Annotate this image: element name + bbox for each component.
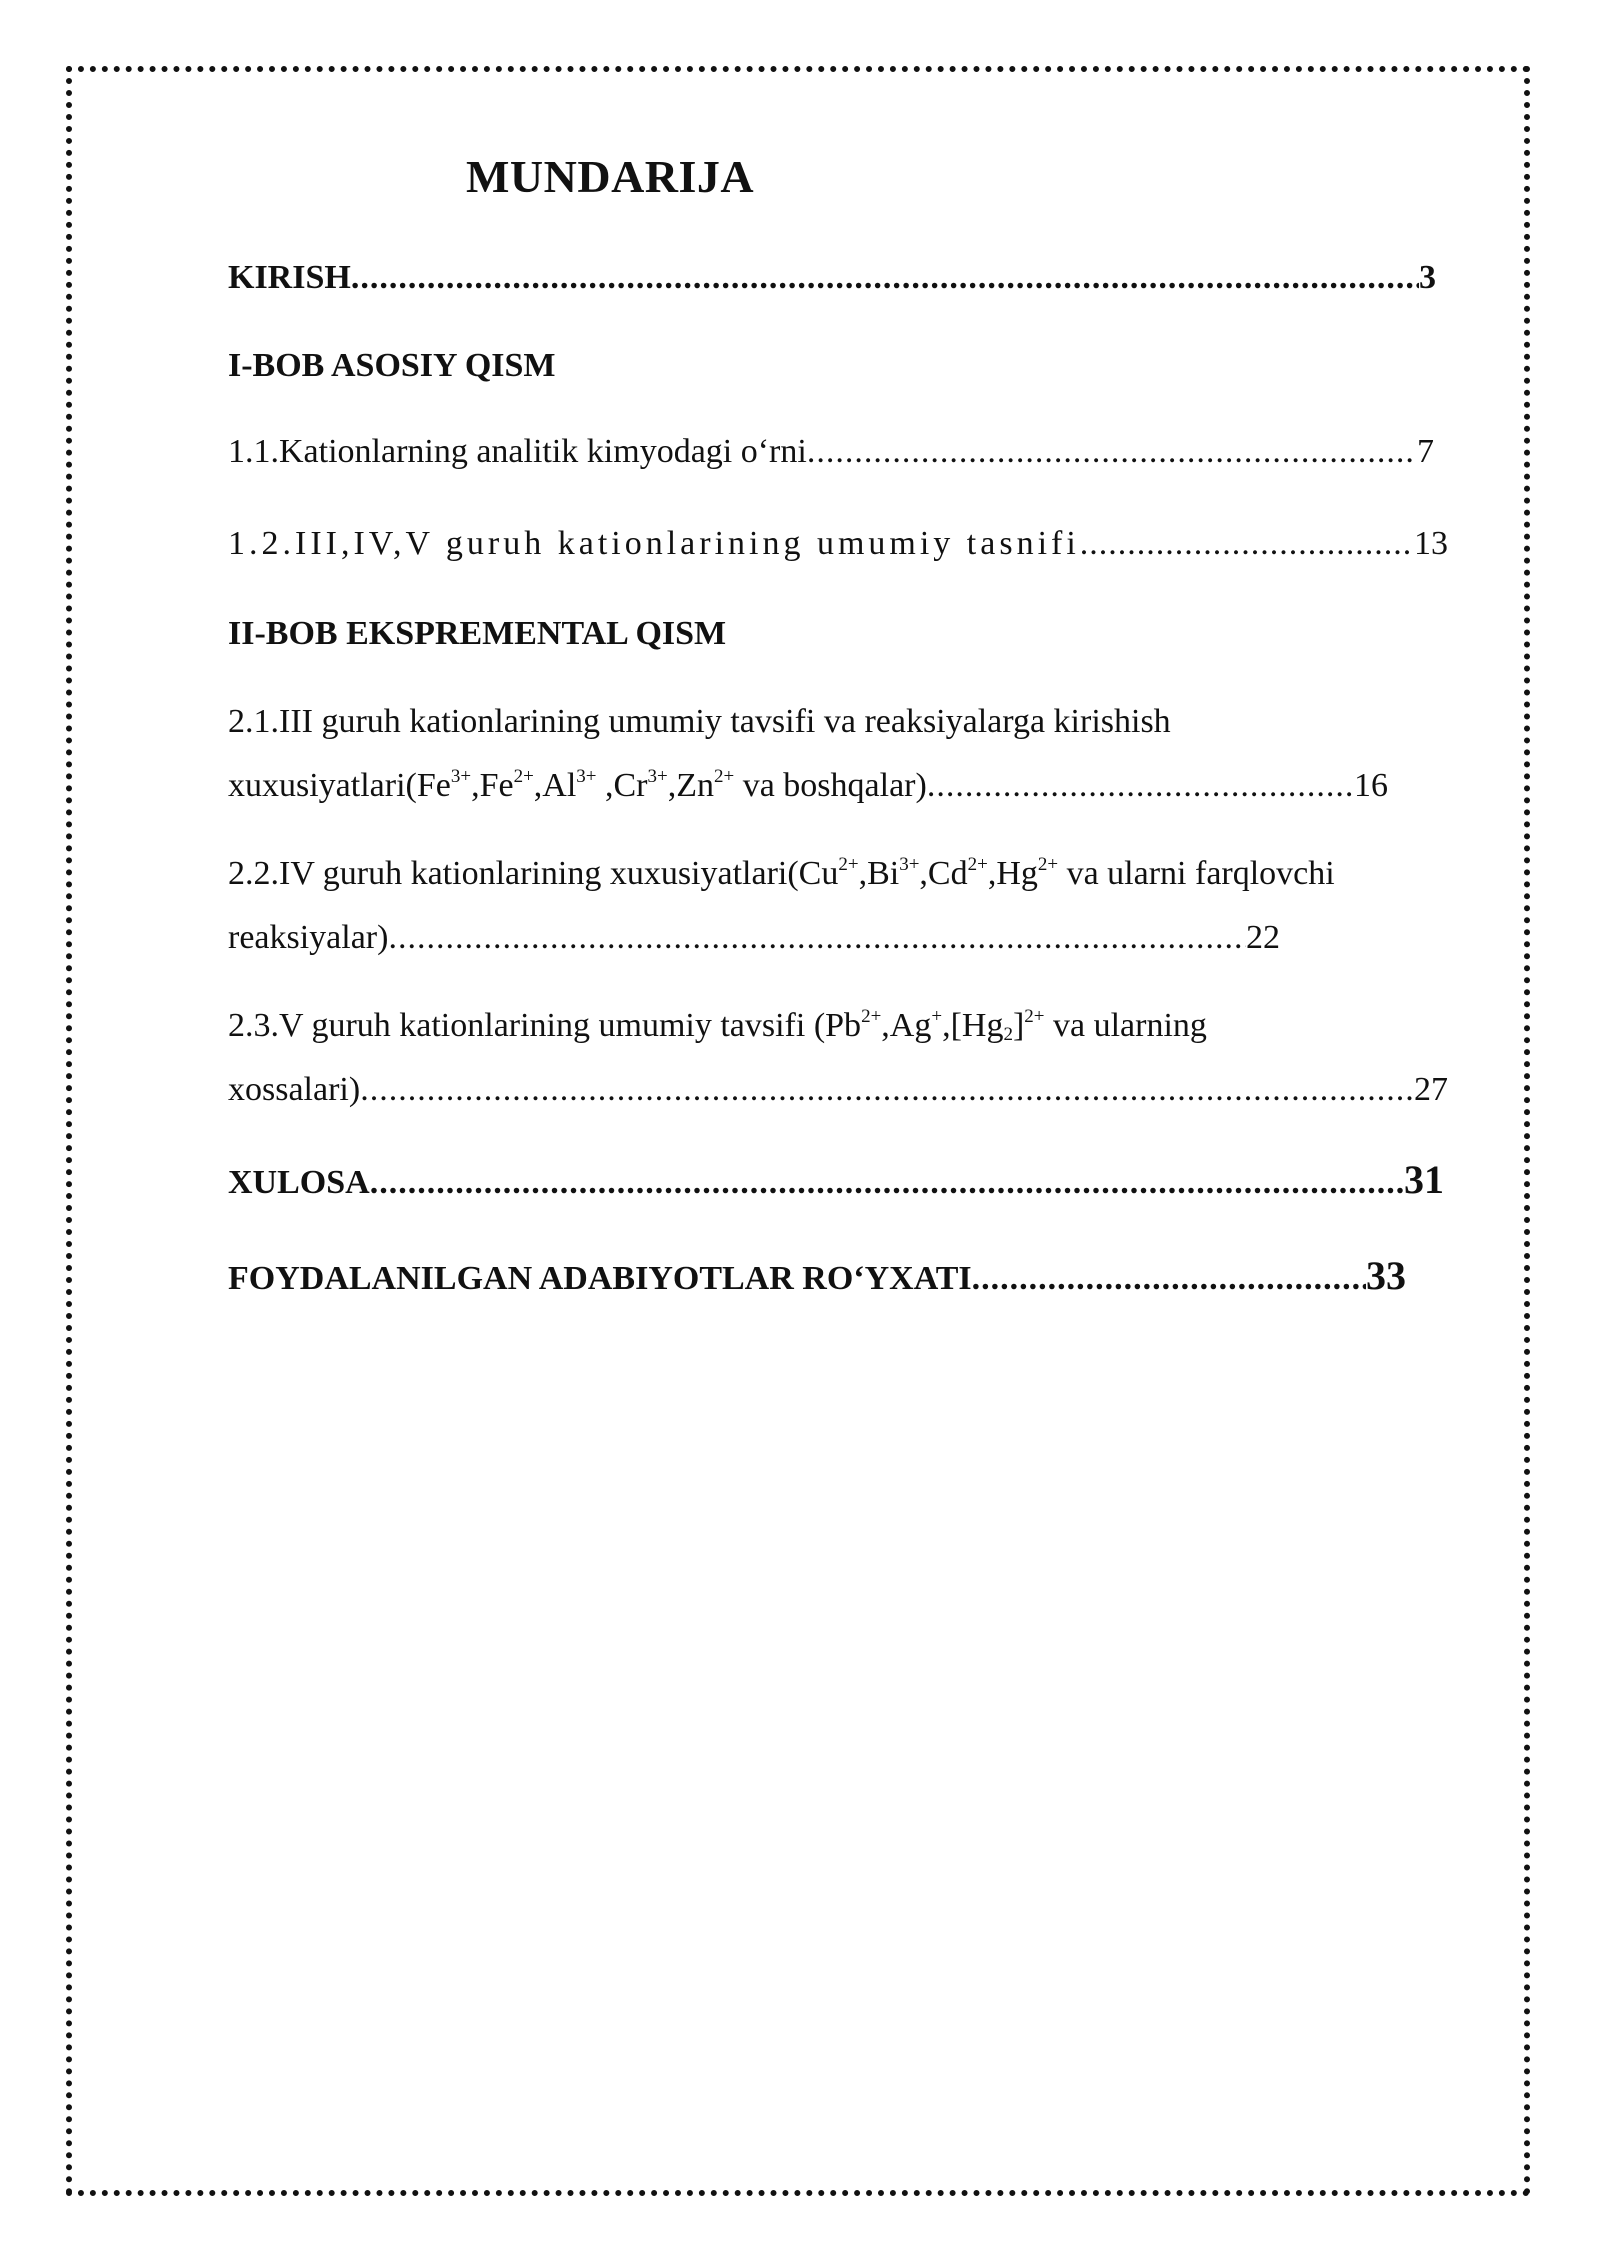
toc-entry-2-3[interactable] [228, 994, 1448, 1122]
toc-label-line2 [228, 754, 1388, 818]
toc-leader-dots [351, 246, 1419, 310]
toc-label: XULOSA [228, 1164, 370, 1201]
toc-label-line1: 2.3.V guruh kationlarining umumiy tavsifi ($Pb^{2+},Ag^+,[Hg_2]^{2+}$ va ularning [228, 1006, 1207, 1045]
toc-leader-dots [370, 1151, 1404, 1215]
toc-entry-2-1[interactable] [228, 690, 1448, 818]
page-title: MUNDARIJA [466, 151, 755, 202]
toc-label: FOYDALANILGAN ADABIYOTLAR RO‘YXATI [228, 1260, 972, 1297]
toc-leader-dots [927, 754, 1354, 818]
toc-entry-1-1[interactable] [228, 420, 1434, 484]
toc-entry-kirish[interactable] [228, 246, 1436, 310]
toc-label-line2: xossalari) ..... 27 [228, 1058, 1448, 1122]
toc-leader-dots [807, 420, 1417, 484]
toc-entry-2-2[interactable] [228, 842, 1448, 970]
toc-label-formula: $xuxusiyatlari(Fe^{3+},Fe^{2+},Al^{3+}$ $,Cr^{3+},Zn^{2+}$ va boshqalar) [228, 766, 927, 804]
toc-label-line2: reaksiyalar) ..... 22 [228, 906, 1280, 970]
chapter-heading-2: II-BOB EKSPREMENTAL QISM [228, 615, 727, 652]
toc-page-number: 33 [1366, 1253, 1406, 1298]
toc-label: 1.1.Kationlarning analitik kimyodagi o‘rni [228, 433, 807, 470]
toc-label-line1: 2.2.IV guruh kationlarining $xuxusiyatlari(Cu^{2+},Bi^{3+},Cd^{2+},Hg^{2+}$ va ularni farqlovchi [228, 854, 1335, 892]
toc-page-number: 16 [1354, 767, 1388, 804]
toc-page-number: 7 [1417, 433, 1434, 470]
toc-page-number: 22 [1246, 919, 1280, 956]
toc-entry-xulosa[interactable] [228, 1148, 1444, 1215]
toc-label: KIRISH [228, 259, 351, 296]
toc-page-number: 31 [1404, 1157, 1444, 1202]
toc-leader-dots [972, 1247, 1366, 1311]
toc-page-number: 13 [1414, 525, 1448, 562]
toc-leader-dots [360, 1058, 1414, 1122]
toc-entry-references[interactable] [228, 1244, 1406, 1311]
toc-label-line1: 2.1.III guruh kationlarining umumiy tavsifi va reaksiyalarga kirishish [228, 703, 1171, 740]
chapter-heading-1: I-BOB ASOSIY QISM [228, 347, 556, 384]
toc-page-number: 3 [1419, 259, 1436, 296]
toc-entry-1-2[interactable] [228, 512, 1448, 576]
toc-leader-dots [388, 906, 1246, 970]
toc-page-number: 27 [1414, 1071, 1448, 1108]
toc-label: 1.2.III,IV,V guruh kationlarining umumiy tasnifi [228, 525, 1080, 562]
toc-leader-dots [1080, 512, 1414, 576]
